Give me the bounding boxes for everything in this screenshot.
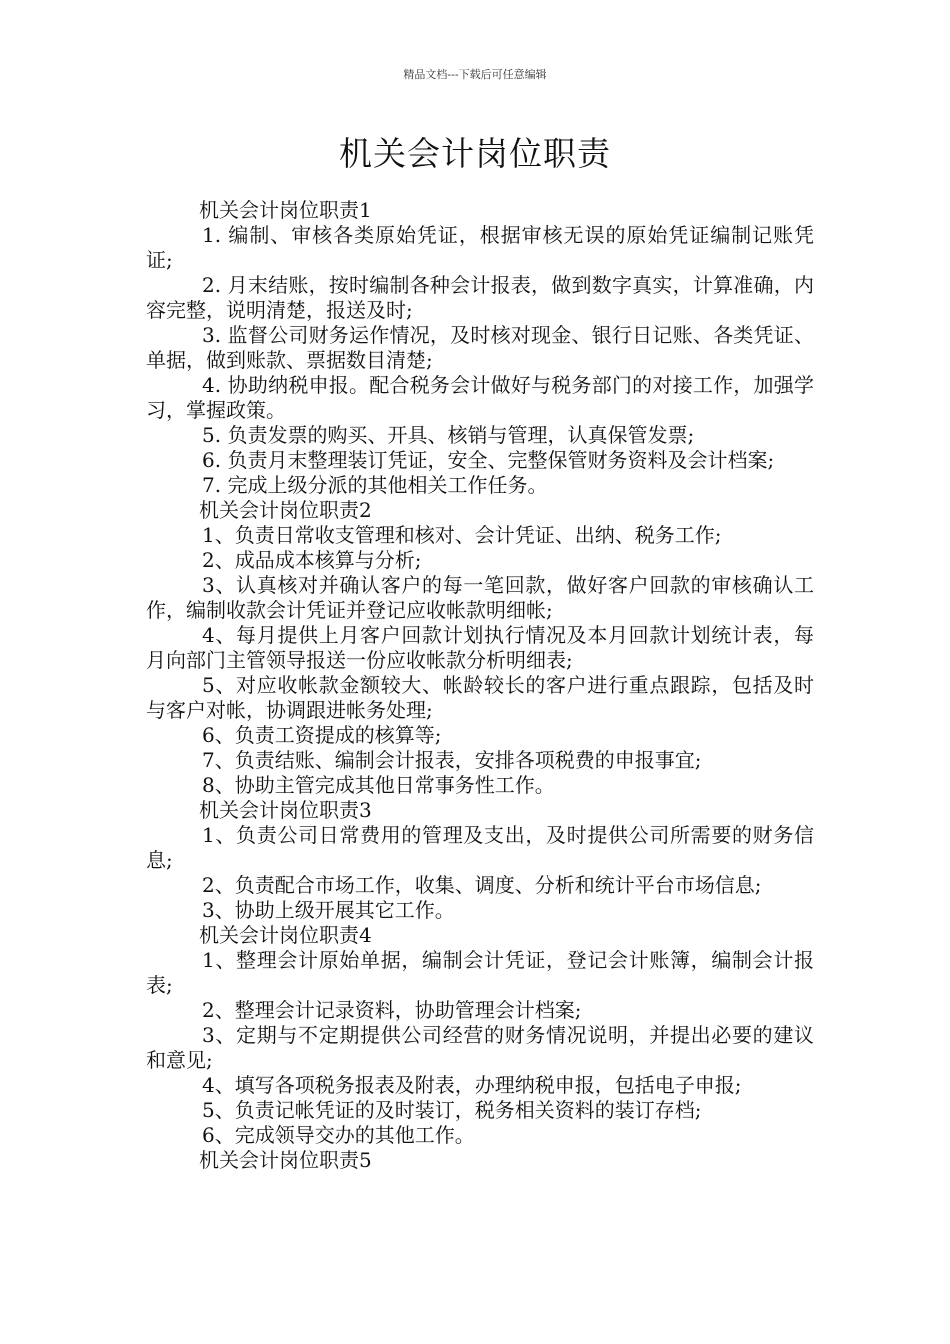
list-item: 8、协助主管完成其他日常事务性工作。 bbox=[202, 773, 555, 797]
list-item: 2、负责配合市场工作，收集、调度、分析和统计平台市场信息; bbox=[202, 873, 762, 897]
list-item: 1、负责公司日常费用的管理及支出，及时提供公司所需要的财务信息; bbox=[146, 823, 814, 872]
list-item: 6、负责工资提成的核算等; bbox=[202, 723, 442, 747]
list-item: 2、成品成本核算与分析; bbox=[202, 548, 422, 572]
list-item: 5、对应收帐款金额较大、帐龄较长的客户进行重点跟踪，包括及时与客户对帐，协调跟进帐务处理; bbox=[146, 673, 814, 722]
section-heading: 机关会计岗位职责5 bbox=[199, 1148, 372, 1172]
list-item: 1、整理会计原始单据，编制会计凭证，登记会计账簿，编制会计报表; bbox=[146, 948, 814, 997]
list-item: 4、填写各项税务报表及附表，办理纳税申报，包括电子申报; bbox=[202, 1073, 742, 1097]
section-heading: 机关会计岗位职责3 bbox=[199, 798, 372, 822]
document-body bbox=[146, 198, 814, 1173]
list-item: 3. 监督公司财务运作情况，及时核对现金、银行日记账、各类凭证、单据，做到账款、票据数目清楚; bbox=[146, 323, 814, 372]
list-item: 6. 负责月末整理装订凭证，安全、完整保管财务资料及会计档案; bbox=[202, 448, 775, 472]
list-item: 3、认真核对并确认客户的每一笔回款，做好客户回款的审核确认工作，编制收款会计凭证并登记应收帐款明细帐; bbox=[146, 573, 814, 622]
list-item: 6、完成领导交办的其他工作。 bbox=[202, 1123, 475, 1147]
section-heading: 机关会计岗位职责2 bbox=[199, 498, 372, 522]
section-heading: 机关会计岗位职责4 bbox=[199, 923, 372, 947]
list-item: 1. 编制、审核各类原始凭证，根据审核无误的原始凭证编制记账凭证; bbox=[146, 223, 814, 272]
list-item: 7. 完成上级分派的其他相关工作任务。 bbox=[202, 473, 548, 497]
list-item: 4、每月提供上月客户回款计划执行情况及本月回款计划统计表，每月向部门主管领导报送一份应收帐款分析明细表; bbox=[146, 623, 814, 672]
list-item: 1、负责日常收支管理和核对、会计凭证、出纳、税务工作; bbox=[202, 523, 722, 547]
list-item: 2、整理会计记录资料，协助管理会计档案; bbox=[202, 998, 582, 1022]
header-note: 精品文档---下载后可任意编辑 bbox=[403, 68, 547, 81]
list-item: 5. 负责发票的购买、开具、核销与管理，认真保管发票; bbox=[202, 423, 695, 447]
list-item: 5、负责记帐凭证的及时装订，税务相关资料的装订存档; bbox=[202, 1098, 702, 1122]
list-item: 4. 协助纳税申报。配合税务会计做好与税务部门的对接工作，加强学习，掌握政策。 bbox=[146, 373, 814, 422]
list-item: 3、协助上级开展其它工作。 bbox=[202, 898, 455, 922]
list-item: 3、定期与不定期提供公司经营的财务情况说明，并提出必要的建议和意见; bbox=[146, 1023, 814, 1072]
list-item: 7、负责结账、编制会计报表，安排各项税费的申报事宜; bbox=[202, 748, 702, 772]
list-item: 2. 月末结账，按时编制各种会计报表，做到数字真实，计算准确，内容完整，说明清楚，报送及时; bbox=[146, 273, 814, 322]
document-title: 机关会计岗位职责 bbox=[339, 134, 611, 173]
section-heading: 机关会计岗位职责1 bbox=[199, 198, 372, 222]
